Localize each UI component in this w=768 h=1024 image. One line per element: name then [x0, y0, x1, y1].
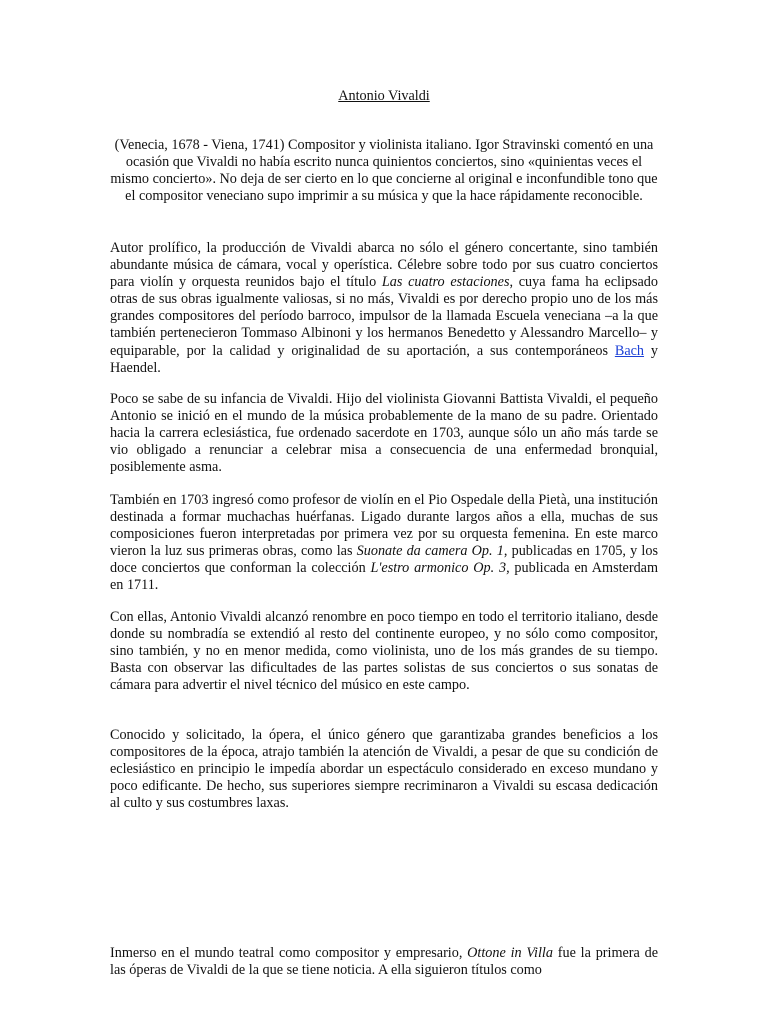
document-title: Antonio Vivaldi	[338, 88, 430, 104]
work-title: Suonate da camera Op. 1	[356, 543, 504, 560]
paragraph-renown: Con ellas, Antonio Vivaldi alcanzó renombre en poco tiempo en todo el territorio italiano, desde donde su nombradía se extendió al resto del continente europeo, y no sólo como compositor, sino también, y no en menor medida, como violinista, uno de los más grandes de su tiempo. Basta con observar las dificultades de las partes solistas de sus conciertos o sus sonatas de cámara para advertir el nivel técnico del músico en este campo.	[110, 609, 658, 694]
paragraph-text: fue la primera de las óperas de Vivaldi de la que se tiene noticia. A ella siguieron títulos como	[110, 945, 658, 979]
paragraph-childhood: Poco se sabe de su infancia de Vivaldi. Hijo del violinista Giovanni Battista Vivaldi, el pequeño Antonio se inició en el mundo de la música probablemente de la mano de su padre. Orientado hacia la carrera eclesiástica, fue ordenado sacerdote en 1703, aunque sólo un año más tarde se vio obligado a renunciar a celebrar misa a consecuencia de una enfermedad bronquial, posiblemente asma.	[110, 391, 658, 476]
paragraph-text: y Haendel.	[110, 342, 658, 376]
work-title: Las cuatro estaciones	[381, 274, 510, 291]
paragraph-text: , publicadas en 1705, y los doce conciertos que conforman la colección	[110, 543, 658, 577]
bach-link[interactable]: Bach	[614, 342, 645, 359]
paragraph-pieta	[110, 492, 658, 595]
paragraph-opera: Conocido y solicitado, la ópera, el único género que garantizaba grandes beneficios a los compositores de la época, atrajo también la atención de Vivaldi, a pesar de que su condición de eclesiástico en principio le impedía abordar un espectáculo considerado en exceso mundano y poco edificante. De hecho, sus superiores siempre recriminaron a Vivaldi su escasa dedicación al culto y sus costumbres laxas.	[110, 727, 658, 812]
paragraph-text: , cuya fama ha eclipsado otras de sus obras igualmente valiosas, si no más, Vivaldi es por derecho propio uno de los más grandes compositores del período barroco, impulsor de la llamada Escuela veneciana –a la que también pertenecieron Tommaso Albinoni y los hermanos Benedetto y Alessandro Marcello– y equiparable, por la calidad y originalidad de su aportación, a sus contemporáneos	[110, 274, 658, 359]
work-title: Ottone in Villa	[467, 945, 553, 961]
paragraph-intro: (Venecia, 1678 - Viena, 1741) Compositor y violinista italiano. Igor Stravinski comentó en una ocasión que Vivaldi no había escrito nunca quinientos conciertos, sino «quinientas veces el mismo concierto». No deja de ser cierto en lo que concierne al original e inconfundible tono que el compositor veneciano supo imprimir a su música y que la hace rápidamente reconocible.	[110, 137, 658, 205]
paragraph-text: Autor prolífico, la producción de Vivaldi abarca no sólo el género concertante, sino también abundante música de cámara, vocal y operística. Célebre sobre todo por sus cuatro conciertos para violín y orquesta reunidos bajo el título	[110, 240, 658, 291]
paragraph-text: , publicada en Amsterdam en 1711.	[110, 560, 658, 594]
work-title: L'estro armonico Op. 3	[370, 560, 507, 577]
paragraph-text: También en 1703 ingresó como profesor de violín en el Pio Ospedale della Pietà, una institución destinada a formar muchachas huérfanas. Ligado durante largos años a ella, muchas de sus composiciones fueron interpretadas por primera vez por su orquesta femenina. En este marco vieron la luz sus primeras obras, como las	[110, 492, 658, 560]
paragraph-production	[110, 240, 658, 377]
paragraph-theatre	[110, 945, 658, 979]
paragraph-text: Inmerso en el mundo teatral como compositor y empresario,	[110, 945, 468, 961]
